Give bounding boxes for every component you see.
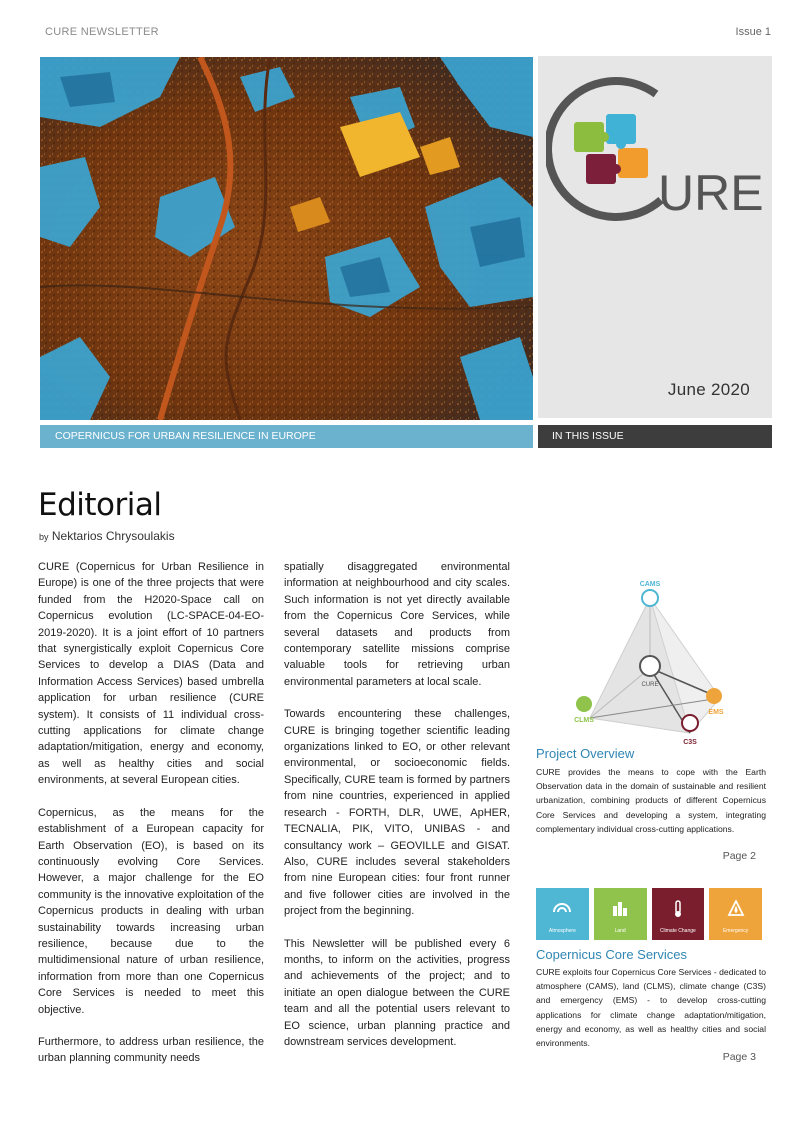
tile-label: Climate Change — [659, 928, 696, 934]
tile-emergency — [709, 888, 762, 940]
diagram-label-right: EMS — [708, 709, 724, 716]
land-icon — [611, 900, 629, 916]
paragraph: CURE (Copernicus for Urban Resilience in Europe) is one of the three projects that were funded from the H2020-Space call on Copernicus evolution (LC-SPACE-04-EO-2019-2020). It is a joint effort of 10 partners that synergistically exploit Copernicus Core Services to develop a DIAS (Data and Information Access Services) based umbrella application for urban resilience (CURE system). It consists of 11 individual cross-cutting applications for climate change adaptation/mitigation, energy and economy, as well as healthy cities and social environments, at several European cities. — [38, 561, 264, 787]
paragraph: This Newsletter will be published every 6 months, to inform on the activities, progress and achievements of the project; and to initiate an open dialogue between the CURE team and all the potential users relevant to EO science, urban planning practice and downstream services development. — [284, 937, 510, 1048]
project-overview-title: Project Overview — [536, 746, 635, 761]
tile-land — [594, 888, 647, 940]
tile-label: Emergency — [722, 928, 749, 934]
core-services-tiles — [536, 888, 762, 940]
cure-logo — [546, 72, 766, 222]
tile-label: Atmosphere — [548, 928, 576, 934]
issue-number: Issue 1 — [735, 26, 771, 38]
project-banner: COPERNICUS FOR URBAN RESILIENCE IN EUROPE — [40, 425, 533, 448]
byline — [39, 529, 175, 543]
core-services-title: Copernicus Core Services — [536, 947, 688, 962]
issue-date: June 2020 — [667, 380, 750, 399]
ems-icon — [706, 688, 722, 704]
core-services-text: CURE exploits four Copernicus Core Services - dedicated to atmosphere (CAMS), land (CLMS), climate change (C3S) and emergency (EMS) - to develop cross-cutting applications for climate change adaptation/mitigation, energy and economy, as well as healthy cities and social environments. — [536, 967, 766, 1049]
satellite-city-image — [40, 57, 533, 420]
in-this-issue-banner: IN THIS ISSUE — [538, 425, 772, 448]
paragraph: Furthermore, to address urban resilience, the urban planning community needs — [38, 1035, 264, 1065]
paragraph: Towards encountering these challenges, CURE is bringing together scientific leading organizations linked to EO, or other relevant environmental, or socioeconomic fields. Specifically, CURE team is formed by partners from nine countries, experienced in applied research - FORTH, DLR, UWE, ApHER, TECNALIA, PIK, VITO, UNIBAS - and consultancy work – GEOVILLE and GISAT. Also, CURE includes several stakeholders from nine European cities: four front runner and five follower cities are involved in the project from the beginning. — [284, 708, 510, 918]
cure-logo-panel — [538, 56, 772, 418]
editorial-title: Editorial — [38, 487, 162, 523]
page-ref-3[interactable]: Page 3 — [722, 1051, 756, 1063]
page-ref-2[interactable]: Page 2 — [722, 850, 756, 862]
editorial-column-2 — [284, 559, 510, 1066]
tile-climate-change — [652, 888, 705, 940]
tile-label: Land — [614, 928, 626, 934]
thermometer-icon — [672, 900, 684, 918]
diagram-label-center: CURE — [641, 682, 659, 688]
tile-atmosphere — [536, 888, 589, 940]
paragraph: spatially disaggregated environmental information at neighbourhood and city scales. Such information is not yet directly available from the Copernicus Core Services, while several datasets and products from contemporary satellite missions comprise valuable tools for retrieving urban environmental parameters at local scale. — [284, 561, 510, 688]
diagram-label-top: CAMS — [639, 581, 661, 588]
logo-text: URE — [658, 165, 764, 221]
clms-icon — [576, 696, 592, 712]
newsletter-label: CURE NEWSLETTER — [45, 26, 159, 38]
fire-icon — [727, 900, 745, 916]
byline-by: by — [39, 532, 49, 542]
paragraph: Copernicus, as the means for the establishment of a European capacity for Earth Observation (EO), is based on its continuously evolving Core Services. However, a major challenge for the EO community is the innovative exploitation of the Copernicus products in dealing with urban sustainability towards increasing urban resilience, because due to the multidimensional nature of urban resilience, information from more than one Copernicus Core Services is needed to meet this objective. — [38, 806, 264, 1016]
c3s-icon — [682, 715, 698, 731]
project-overview-text: CURE provides the means to cope with the Earth Observation data in the domain of sustainable and resilient urbanization, combining products of different Copernicus Core Services and developing a system, integrating complementary individual cross-cutting applications. — [536, 767, 766, 834]
services-pyramid-diagram — [560, 578, 740, 746]
diagram-label-bottom: C3S — [683, 739, 697, 746]
diagram-label-left: CLMS — [574, 717, 594, 724]
author-name: Nektarios Chrysoulakis — [51, 529, 175, 543]
editorial-column-1 — [38, 559, 264, 1083]
cams-icon — [642, 590, 658, 606]
atmosphere-icon — [552, 900, 572, 914]
cure-center-icon — [640, 656, 660, 676]
